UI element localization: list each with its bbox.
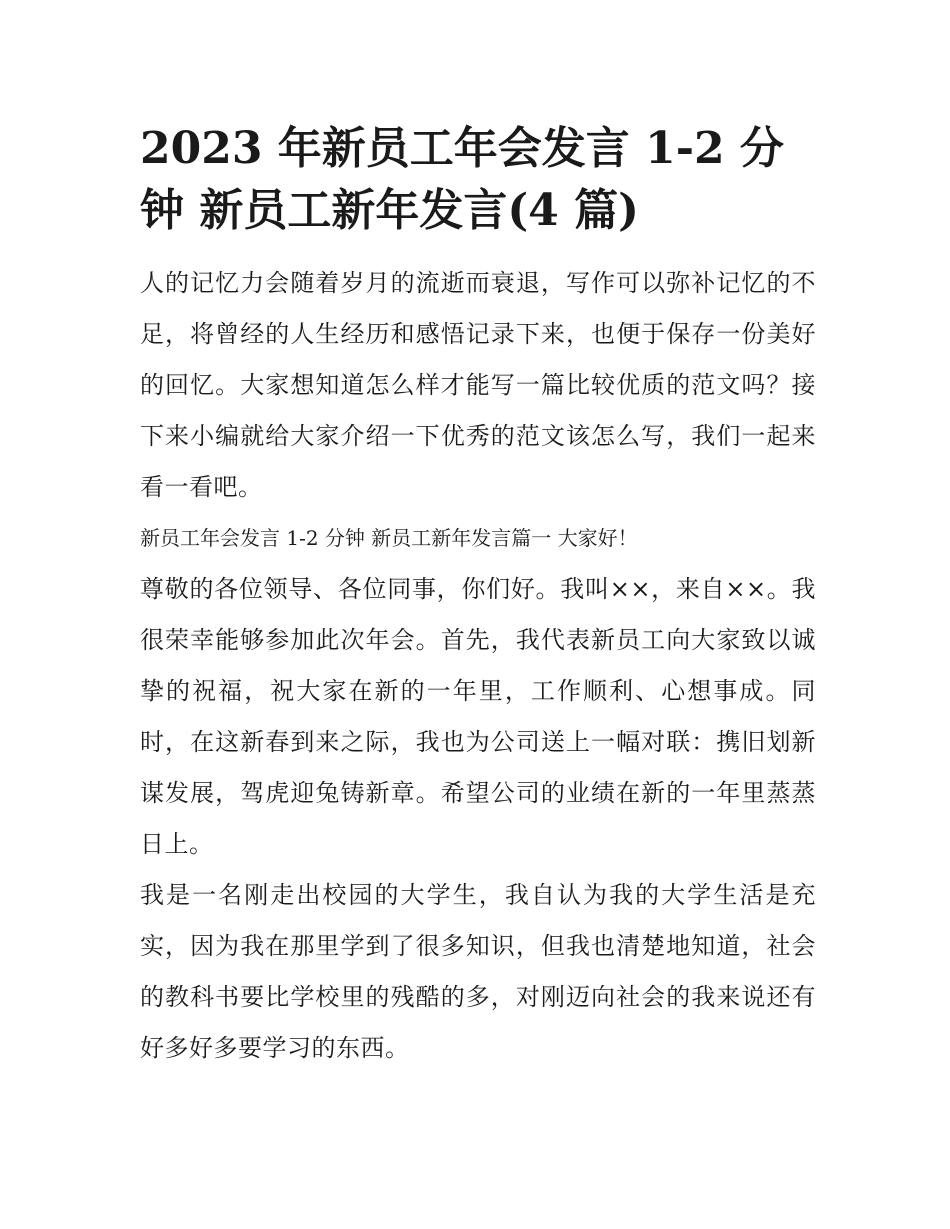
intro-paragraph: 人的记忆力会随着岁月的流逝而衰退，写作可以弥补记忆的不足，将曾经的人生经历和感悟记录下来，也便于保存一份美好的回忆。大家想知道怎么样才能写一篇比较优质的范文吗？接下来小编就给大家介绍一下优秀的范文该怎么写，我们一起来看一看吧。 (140, 269, 816, 501)
body-paragraph: 尊敬的各位领导、各位同事，你们好。我叫××，来自××。我很荣幸能够参加此次年会。首先，我代表新员工向大家致以诚挚的祝福，祝大家在新的一年里，工作顺利、心想事成。同时，在这新春到来之际，我也为公司送上一幅对联：携旧划新谋发展，驾虎迎兔铸新章。希望公司的业绩在新的一年里蒸蒸日上。 (140, 575, 816, 858)
document-page (140, 118, 816, 1074)
document-title: 2023 年新员工年会发言 1-2 分钟 新员工新年发言(4 篇) (140, 123, 784, 236)
body-paragraph: 我是一名刚走出校园的大学生，我自认为我的大学生活是充实，因为我在那里学到了很多知识，但我也清楚地知道，社会的教科书要比学校里的残酷的多，对刚迈向社会的我来说还有好多好多要学习的东西。 (140, 881, 816, 1062)
section-heading: 新员工年会发言 1-2 分钟 新员工新年发言篇一 大家好！ (140, 526, 638, 550)
